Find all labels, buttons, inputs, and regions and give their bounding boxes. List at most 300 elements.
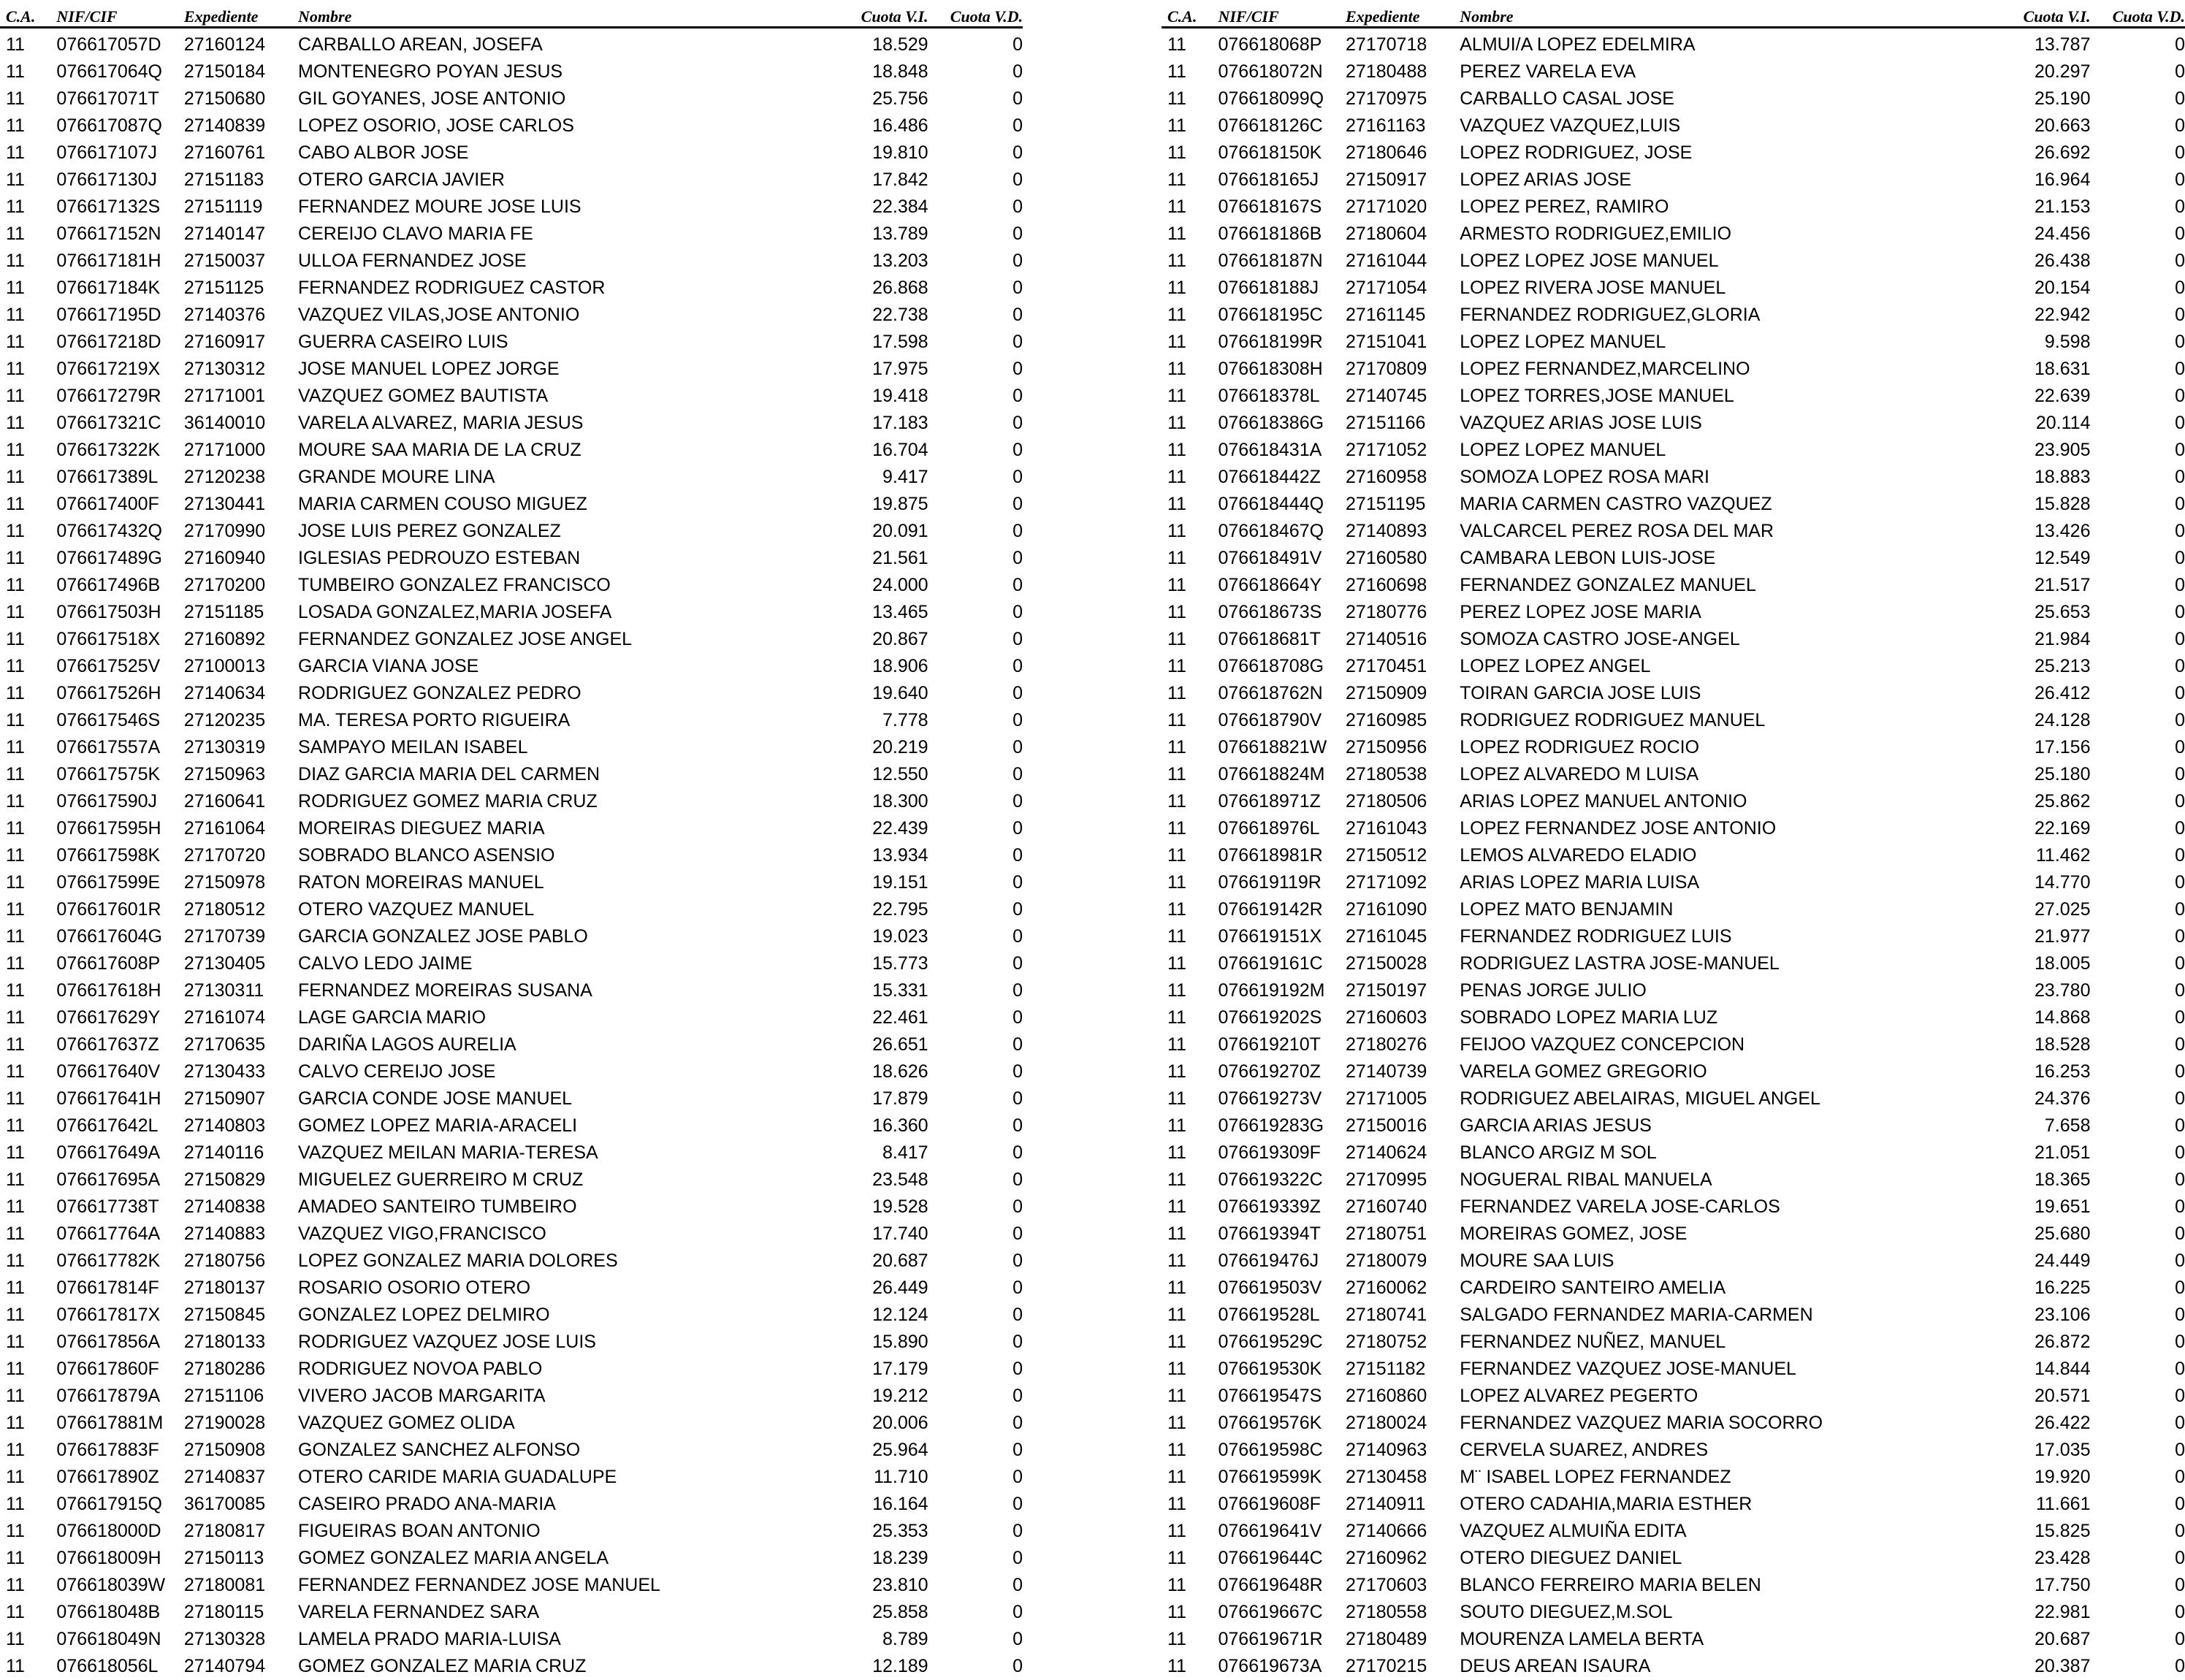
cell-cuota-vi: 16.704 <box>872 440 928 460</box>
cell-nif: 076618762N <box>1218 683 1323 703</box>
cell-cuota-vi: 19.023 <box>872 926 928 947</box>
cell-cuota-vi: 8.789 <box>882 1629 928 1649</box>
table-row <box>0 920 1023 947</box>
cell-cuota-vi: 8.417 <box>882 1142 928 1163</box>
cell-cuota-vd: 0 <box>1013 359 1023 379</box>
cell-ca: 11 <box>6 1088 25 1109</box>
cell-expediente: 27171020 <box>1346 196 1427 217</box>
cell-cuota-vi: 21.984 <box>2035 629 2091 649</box>
table-row <box>1162 353 2185 380</box>
cell-cuota-vd: 0 <box>2175 548 2185 568</box>
cell-cuota-vd: 0 <box>2175 872 2185 893</box>
cell-expediente: 27171001 <box>183 386 266 406</box>
cell-cuota-vi: 20.219 <box>872 737 928 757</box>
cell-expediente: 27120238 <box>183 467 266 487</box>
table-row <box>1162 1569 2185 1596</box>
cell-nif: 076617489G <box>56 548 163 568</box>
cell-nombre: GARCIA GONZALEZ JOSE PABLO <box>298 926 588 947</box>
cell-expediente: 27130312 <box>183 359 266 379</box>
cell-cuota-vd: 0 <box>1013 926 1023 947</box>
cell-ca: 11 <box>6 1413 25 1433</box>
cell-nif: 076619598C <box>1218 1440 1323 1460</box>
cell-cuota-vd: 0 <box>1013 88 1023 109</box>
table-row <box>0 893 1023 920</box>
header-expediente: Expediente <box>184 0 298 28</box>
cell-expediente: 27160958 <box>1346 467 1427 487</box>
cell-cuota-vi: 24.376 <box>2035 1088 2091 1109</box>
cell-nombre: LOPEZ LOPEZ MANUEL <box>1460 440 1666 460</box>
cell-ca: 11 <box>1167 845 1186 866</box>
cell-expediente: 27151183 <box>183 169 264 190</box>
cell-cuota-vi: 17.156 <box>2035 737 2091 757</box>
cell-ca: 11 <box>6 980 25 1001</box>
table-row <box>1162 110 2185 137</box>
cell-ca: 11 <box>6 1061 25 1082</box>
cell-nombre: GOMEZ GONZALEZ MARIA ANGELA <box>298 1548 609 1568</box>
cell-cuota-vi: 26.449 <box>872 1278 928 1298</box>
table-row <box>0 704 1023 731</box>
cell-cuota-vi: 7.658 <box>2044 1115 2091 1136</box>
table-row <box>1162 488 2185 515</box>
cell-expediente: 27160062 <box>1346 1278 1427 1298</box>
cell-ca: 11 <box>6 737 25 757</box>
cell-nif: 076617738T <box>56 1196 159 1217</box>
cell-nombre: SOUTO DIEGUEZ,M.SOL <box>1460 1602 1673 1622</box>
cell-nombre: CAMBARA LEBON LUIS-JOSE <box>1460 548 1716 568</box>
cell-cuota-vd: 0 <box>1013 224 1023 244</box>
cell-expediente: 27160917 <box>183 332 266 352</box>
cell-cuota-vi: 22.461 <box>872 1007 928 1028</box>
cell-nombre: RODRIGUEZ NOVOA PABLO <box>298 1359 543 1379</box>
cell-ca: 11 <box>1167 1413 1186 1433</box>
cell-cuota-vd: 0 <box>1013 115 1023 136</box>
cell-nif: 076619270Z <box>1218 1061 1321 1082</box>
header-ca: C.A. <box>0 0 56 28</box>
cell-nombre: GARCIA ARIAS JESUS <box>1460 1115 1652 1136</box>
cell-nombre: FERNANDEZ NUÑEZ, MANUEL <box>1460 1332 1726 1352</box>
cell-expediente: 27171000 <box>183 440 266 460</box>
cell-cuota-vd: 0 <box>1013 602 1023 622</box>
cell-ca: 11 <box>1167 1169 1186 1190</box>
cell-nif: 076619530K <box>1218 1359 1322 1379</box>
cell-expediente: 27130441 <box>183 494 266 514</box>
cell-expediente: 27151166 <box>1346 413 1426 433</box>
cell-cuota-vi: 15.828 <box>2035 494 2091 514</box>
table-row <box>0 1515 1023 1542</box>
cell-nif: 076617575K <box>56 764 161 784</box>
cell-nif: 076619151X <box>1218 926 1322 947</box>
cell-nif: 076617557A <box>56 737 161 757</box>
cell-ca: 11 <box>6 710 25 730</box>
cell-cuota-vd: 0 <box>1013 845 1023 866</box>
cell-cuota-vi: 20.091 <box>872 521 928 541</box>
cell-nif: 076617641H <box>56 1088 161 1109</box>
cell-cuota-vi: 13.426 <box>2035 521 2091 541</box>
cell-ca: 11 <box>1167 953 1186 974</box>
cell-nombre: ALMUI/A LOPEZ EDELMIRA <box>1460 34 1696 55</box>
cell-cuota-vd: 0 <box>1013 1115 1023 1136</box>
table-row <box>0 839 1023 866</box>
cell-nombre: BLANCO FERREIRO MARIA BELEN <box>1460 1575 1761 1595</box>
table-row <box>0 28 1023 56</box>
cell-cuota-vd: 0 <box>2175 1061 2185 1082</box>
cell-nif: 076617649A <box>56 1142 161 1163</box>
cell-ca: 11 <box>6 656 25 676</box>
cell-ca: 11 <box>1167 1521 1186 1541</box>
cell-nombre: MARIA CARMEN COUSO MIGUEZ <box>298 494 587 514</box>
cell-cuota-vd: 0 <box>2175 1359 2185 1379</box>
cell-cuota-vd: 0 <box>1013 1440 1023 1460</box>
cell-nombre: LOSADA GONZALEZ,MARIA JOSEFA <box>298 602 612 622</box>
table-row <box>1162 731 2185 758</box>
cell-ca: 11 <box>1167 818 1186 839</box>
cell-ca: 11 <box>6 251 25 271</box>
cell-expediente: 27150113 <box>183 1548 264 1568</box>
cell-expediente: 27180817 <box>183 1521 266 1541</box>
cell-cuota-vi: 16.253 <box>2035 1061 2091 1082</box>
cell-nombre: FEIJOO VAZQUEZ CONCEPCION <box>1460 1034 1745 1055</box>
cell-expediente: 27180024 <box>1346 1413 1427 1433</box>
cell-nif: 076617219X <box>56 359 161 379</box>
cell-nif: 076618467Q <box>1218 521 1324 541</box>
cell-ca: 11 <box>1167 1088 1186 1109</box>
header-cuota-vd: Cuota V.D. <box>928 0 1023 28</box>
cell-expediente: 27130328 <box>183 1629 266 1649</box>
cell-cuota-vd: 0 <box>2175 169 2185 190</box>
cell-cuota-vi: 26.412 <box>2035 683 2091 703</box>
cell-expediente: 27170718 <box>1346 34 1427 55</box>
cell-cuota-vi: 25.680 <box>2035 1223 2091 1244</box>
cell-nif: 076618009H <box>56 1548 161 1568</box>
cell-expediente: 27170200 <box>183 575 266 595</box>
cell-nif: 076617525V <box>56 656 161 676</box>
cell-nombre: FERNANDEZ GONZALEZ JOSE ANGEL <box>298 629 633 649</box>
cell-nombre: OTERO VAZQUEZ MANUEL <box>298 899 535 920</box>
cell-cuota-vd: 0 <box>1013 1088 1023 1109</box>
cell-cuota-vd: 0 <box>1013 737 1023 757</box>
cell-nif: 076618188J <box>1218 278 1319 298</box>
table-row <box>1162 191 2185 218</box>
cell-expediente: 27180752 <box>1346 1332 1427 1352</box>
cell-cuota-vi: 14.844 <box>2035 1359 2091 1379</box>
cell-cuota-vd: 0 <box>1013 575 1023 595</box>
table-row <box>1162 1596 2185 1623</box>
cell-cuota-vi: 24.000 <box>872 575 928 595</box>
right-table-body <box>1162 28 2185 1678</box>
cell-ca: 11 <box>6 899 25 920</box>
cell-ca: 11 <box>6 1034 25 1055</box>
cell-nombre: OTERO GARCIA JAVIER <box>298 169 505 190</box>
cell-ca: 11 <box>6 1629 25 1649</box>
cell-cuota-vi: 25.190 <box>2035 88 2091 109</box>
cell-nombre: LOPEZ RODRIGUEZ, JOSE <box>1460 142 1693 163</box>
table-row <box>0 245 1023 272</box>
cell-expediente: 27161074 <box>183 1007 266 1028</box>
cell-nif: 076618681T <box>1218 629 1321 649</box>
cell-nombre: LOPEZ OSORIO, JOSE CARLOS <box>298 115 574 136</box>
cell-expediente: 27151125 <box>183 278 264 298</box>
cell-expediente: 27160603 <box>1346 1007 1427 1028</box>
table-row <box>1162 812 2185 839</box>
table-row <box>1162 1623 2185 1650</box>
cell-expediente: 27140803 <box>183 1115 266 1136</box>
cell-ca: 11 <box>6 142 25 163</box>
cell-nif: 076617322K <box>56 440 161 460</box>
table-row <box>0 569 1023 596</box>
table-row <box>0 1001 1023 1028</box>
cell-cuota-vd: 0 <box>1013 1467 1023 1487</box>
cell-ca: 11 <box>6 1115 25 1136</box>
cell-nombre: MA. TERESA PORTO RIGUEIRA <box>298 710 571 730</box>
cell-ca: 11 <box>6 440 25 460</box>
cell-cuota-vi: 18.906 <box>872 656 928 676</box>
cell-ca: 11 <box>6 521 25 541</box>
cell-cuota-vi: 18.300 <box>872 791 928 812</box>
cell-cuota-vd: 0 <box>2175 88 2185 109</box>
cell-nif: 076618000D <box>56 1521 161 1541</box>
cell-nombre: CABO ALBOR JOSE <box>298 142 469 163</box>
table-row <box>0 1488 1023 1515</box>
cell-expediente: 27160580 <box>1346 548 1427 568</box>
cell-nif: 076617057D <box>56 34 161 55</box>
cell-expediente: 27150829 <box>183 1169 266 1190</box>
cell-cuota-vd: 0 <box>2175 1467 2185 1487</box>
table-row <box>1162 1353 2185 1380</box>
table-row <box>0 110 1023 137</box>
cell-nif: 076617518X <box>56 629 161 649</box>
cell-ca: 11 <box>6 1251 25 1271</box>
cell-expediente: 27180137 <box>183 1278 266 1298</box>
cell-nif: 076619599K <box>1218 1467 1322 1487</box>
right-header-row <box>1162 0 2185 28</box>
table-row <box>1162 569 2185 596</box>
cell-ca: 11 <box>1167 494 1186 514</box>
cell-cuota-vd: 0 <box>2175 196 2185 217</box>
cell-nombre: FERNANDEZ VAZQUEZ JOSE-MANUEL <box>1460 1359 1796 1379</box>
cell-ca: 11 <box>1167 548 1186 568</box>
cell-expediente: 27150184 <box>183 61 266 82</box>
table-row <box>1162 1515 2185 1542</box>
table-row <box>0 1272 1023 1299</box>
table-row <box>1162 1055 2185 1083</box>
cell-cuota-vd: 0 <box>1013 1034 1023 1055</box>
cell-nif: 076618444Q <box>1218 494 1324 514</box>
cell-cuota-vd: 0 <box>1013 386 1023 406</box>
cell-ca: 11 <box>6 1386 25 1406</box>
cell-expediente: 27140794 <box>183 1656 266 1676</box>
cell-cuota-vi: 19.212 <box>872 1386 928 1406</box>
cell-ca: 11 <box>6 1548 25 1568</box>
cell-cuota-vi: 19.640 <box>872 683 928 703</box>
cell-nombre: SALGADO FERNANDEZ MARIA-CARMEN <box>1460 1305 1813 1325</box>
cell-cuota-vd: 0 <box>2175 926 2185 947</box>
table-row <box>1162 866 2185 893</box>
cell-cuota-vi: 25.756 <box>872 88 928 109</box>
cell-ca: 11 <box>1167 1548 1186 1568</box>
cell-nombre: MIGUELEZ GUERREIRO M CRUZ <box>298 1169 584 1190</box>
cell-cuota-vd: 0 <box>2175 1386 2185 1406</box>
cell-expediente: 27170995 <box>1346 1169 1427 1190</box>
table-row <box>1162 461 2185 488</box>
cell-cuota-vd: 0 <box>2175 386 2185 406</box>
cell-ca: 11 <box>1167 359 1186 379</box>
table-row <box>1162 28 2185 56</box>
cell-cuota-vi: 20.297 <box>2035 61 2091 82</box>
cell-cuota-vi: 17.183 <box>872 413 928 433</box>
cell-expediente: 27140147 <box>183 224 266 244</box>
table-row <box>1162 596 2185 623</box>
cell-expediente: 27140116 <box>183 1142 264 1163</box>
table-row <box>1162 1245 2185 1272</box>
cell-ca: 11 <box>1167 656 1186 676</box>
cell-nif: 076618049N <box>56 1629 161 1649</box>
cell-expediente: 27140883 <box>183 1223 266 1244</box>
cell-expediente: 27151106 <box>183 1386 264 1406</box>
cell-expediente: 27150909 <box>1346 683 1427 703</box>
cell-cuota-vi: 18.365 <box>2035 1169 2091 1190</box>
table-row <box>1162 839 2185 866</box>
cell-expediente: 27180512 <box>183 899 266 920</box>
table-row <box>0 596 1023 623</box>
cell-nombre: LEMOS ALVAREDO ELADIO <box>1460 845 1697 866</box>
cell-nombre: ARMESTO RODRIGUEZ,EMILIO <box>1460 224 1732 244</box>
cell-nif: 076617814F <box>56 1278 159 1298</box>
cell-expediente: 27150908 <box>183 1440 266 1460</box>
cell-cuota-vd: 0 <box>1013 710 1023 730</box>
cell-nif: 076619202S <box>1218 1007 1322 1028</box>
cell-expediente: 27151195 <box>1346 494 1426 514</box>
cell-nombre: SAMPAYO MEILAN ISABEL <box>298 737 528 757</box>
cell-nif: 076617782K <box>56 1251 161 1271</box>
cell-cuota-vi: 13.465 <box>872 602 928 622</box>
cell-cuota-vi: 22.169 <box>2035 818 2091 839</box>
cell-cuota-vd: 0 <box>1013 251 1023 271</box>
cell-nombre: AMADEO SANTEIRO TUMBEIRO <box>298 1196 577 1217</box>
cell-expediente: 27130433 <box>183 1061 266 1082</box>
cell-nif: 076619192M <box>1218 980 1325 1001</box>
cell-nombre: SOBRADO LOPEZ MARIA LUZ <box>1460 1007 1718 1028</box>
cell-cuota-vi: 17.750 <box>2035 1575 2091 1595</box>
cell-expediente: 27171005 <box>1346 1088 1427 1109</box>
cell-nif: 076617432Q <box>56 521 163 541</box>
cell-cuota-vi: 26.868 <box>872 278 928 298</box>
cell-cuota-vd: 0 <box>2175 764 2185 784</box>
table-row <box>0 56 1023 83</box>
cell-nombre: ARIAS LOPEZ MARIA LUISA <box>1460 872 1700 893</box>
cell-cuota-vi: 26.872 <box>2035 1332 2091 1352</box>
cell-ca: 11 <box>6 602 25 622</box>
table-row <box>1162 920 2185 947</box>
cell-ca: 11 <box>1167 440 1186 460</box>
cell-expediente: 27180756 <box>183 1251 266 1271</box>
table-row <box>1162 1191 2185 1218</box>
cell-expediente: 27160698 <box>1346 575 1427 595</box>
cell-cuota-vi: 22.942 <box>2035 305 2091 325</box>
cell-cuota-vd: 0 <box>1013 953 1023 974</box>
cell-cuota-vi: 16.360 <box>872 1115 928 1136</box>
cell-nombre: VAZQUEZ ALMUIÑA EDITA <box>1460 1521 1687 1541</box>
cell-nif: 076617764A <box>56 1223 161 1244</box>
cell-cuota-vd: 0 <box>2175 278 2185 298</box>
cell-expediente: 27150963 <box>183 764 266 784</box>
cell-nombre: VALCARCEL PEREZ ROSA DEL MAR <box>1460 521 1774 541</box>
cell-expediente: 27161163 <box>1346 115 1426 136</box>
table-row <box>1162 1650 2185 1677</box>
cell-nombre: NOGUERAL RIBAL MANUELA <box>1460 1169 1712 1190</box>
table-row <box>0 515 1023 542</box>
cell-cuota-vi: 16.486 <box>872 115 928 136</box>
cell-cuota-vi: 16.164 <box>872 1494 928 1514</box>
cell-expediente: 27180558 <box>1346 1602 1427 1622</box>
cell-cuota-vi: 18.848 <box>872 61 928 82</box>
cell-nif: 076617890Z <box>56 1467 159 1487</box>
cell-nombre: VAZQUEZ MEILAN MARIA-TERESA <box>298 1142 598 1163</box>
cell-nombre: RODRIGUEZ VAZQUEZ JOSE LUIS <box>298 1332 596 1352</box>
cell-cuota-vi: 25.180 <box>2035 764 2091 784</box>
table-row <box>0 1542 1023 1569</box>
cell-cuota-vi: 21.561 <box>872 548 928 568</box>
cell-cuota-vd: 0 <box>2175 737 2185 757</box>
cell-ca: 11 <box>1167 1251 1186 1271</box>
table-row <box>0 542 1023 569</box>
cell-ca: 11 <box>1167 980 1186 1001</box>
cell-nif: 076618981R <box>1218 845 1323 866</box>
cell-nif: 076618048B <box>56 1602 161 1622</box>
cell-expediente: 27171052 <box>1346 440 1427 460</box>
cell-nombre: GOMEZ LOPEZ MARIA-ARACELI <box>298 1115 578 1136</box>
cell-nombre: CALVO CEREIJO JOSE <box>298 1061 496 1082</box>
cell-nombre: GOMEZ GONZALEZ MARIA CRUZ <box>298 1656 587 1676</box>
cell-nombre: FERNANDEZ VAZQUEZ MARIA SOCORRO <box>1460 1413 1823 1433</box>
cell-expediente: 36140010 <box>183 413 266 433</box>
cell-nif: 076617640V <box>56 1061 161 1082</box>
cell-ca: 11 <box>1167 575 1186 595</box>
cell-nombre: LOPEZ FERNANDEZ JOSE ANTONIO <box>1460 818 1777 839</box>
cell-cuota-vd: 0 <box>2175 1115 2185 1136</box>
cell-ca: 11 <box>6 953 25 974</box>
table-row <box>1162 893 2185 920</box>
cell-nombre: FERNANDEZ FERNANDEZ JOSE MANUEL <box>298 1575 660 1595</box>
cell-nif: 076619161C <box>1218 953 1323 974</box>
cell-cuota-vd: 0 <box>1013 980 1023 1001</box>
cell-cuota-vi: 20.154 <box>2035 278 2091 298</box>
cell-nif: 076619142R <box>1218 899 1323 920</box>
cell-nombre: RODRIGUEZ GOMEZ MARIA CRUZ <box>298 791 598 812</box>
cell-nif: 076617883F <box>56 1440 159 1460</box>
cell-nombre: GARCIA VIANA JOSE <box>298 656 479 676</box>
cell-nif: 076619322C <box>1218 1169 1323 1190</box>
cell-nif: 076619673A <box>1218 1656 1322 1676</box>
cell-ca: 11 <box>6 1521 25 1541</box>
cell-nif: 076617695A <box>56 1169 161 1190</box>
cell-nombre: TUMBEIRO GONZALEZ FRANCISCO <box>298 575 611 595</box>
cell-cuota-vi: 15.331 <box>872 980 928 1001</box>
cell-ca: 11 <box>6 1305 25 1325</box>
cell-nombre: OTERO CADAHIA,MARIA ESTHER <box>1460 1494 1753 1514</box>
cell-ca: 11 <box>1167 169 1186 190</box>
cell-expediente: 27160860 <box>1346 1386 1427 1406</box>
cell-nombre: LOPEZ ALVAREZ PEGERTO <box>1460 1386 1698 1406</box>
cell-ca: 11 <box>6 359 25 379</box>
cell-nombre: RODRIGUEZ GONZALEZ PEDRO <box>298 683 581 703</box>
cell-nif: 076618386G <box>1218 413 1324 433</box>
cell-ca: 11 <box>6 764 25 784</box>
header-cuota-vi: Cuota V.I. <box>1983 0 2090 28</box>
cell-expediente: 27150680 <box>183 88 266 109</box>
cell-nombre: LOPEZ LOPEZ MANUEL <box>1460 332 1666 352</box>
cell-cuota-vd: 0 <box>2175 467 2185 487</box>
cell-cuota-vi: 23.106 <box>2035 1305 2091 1325</box>
